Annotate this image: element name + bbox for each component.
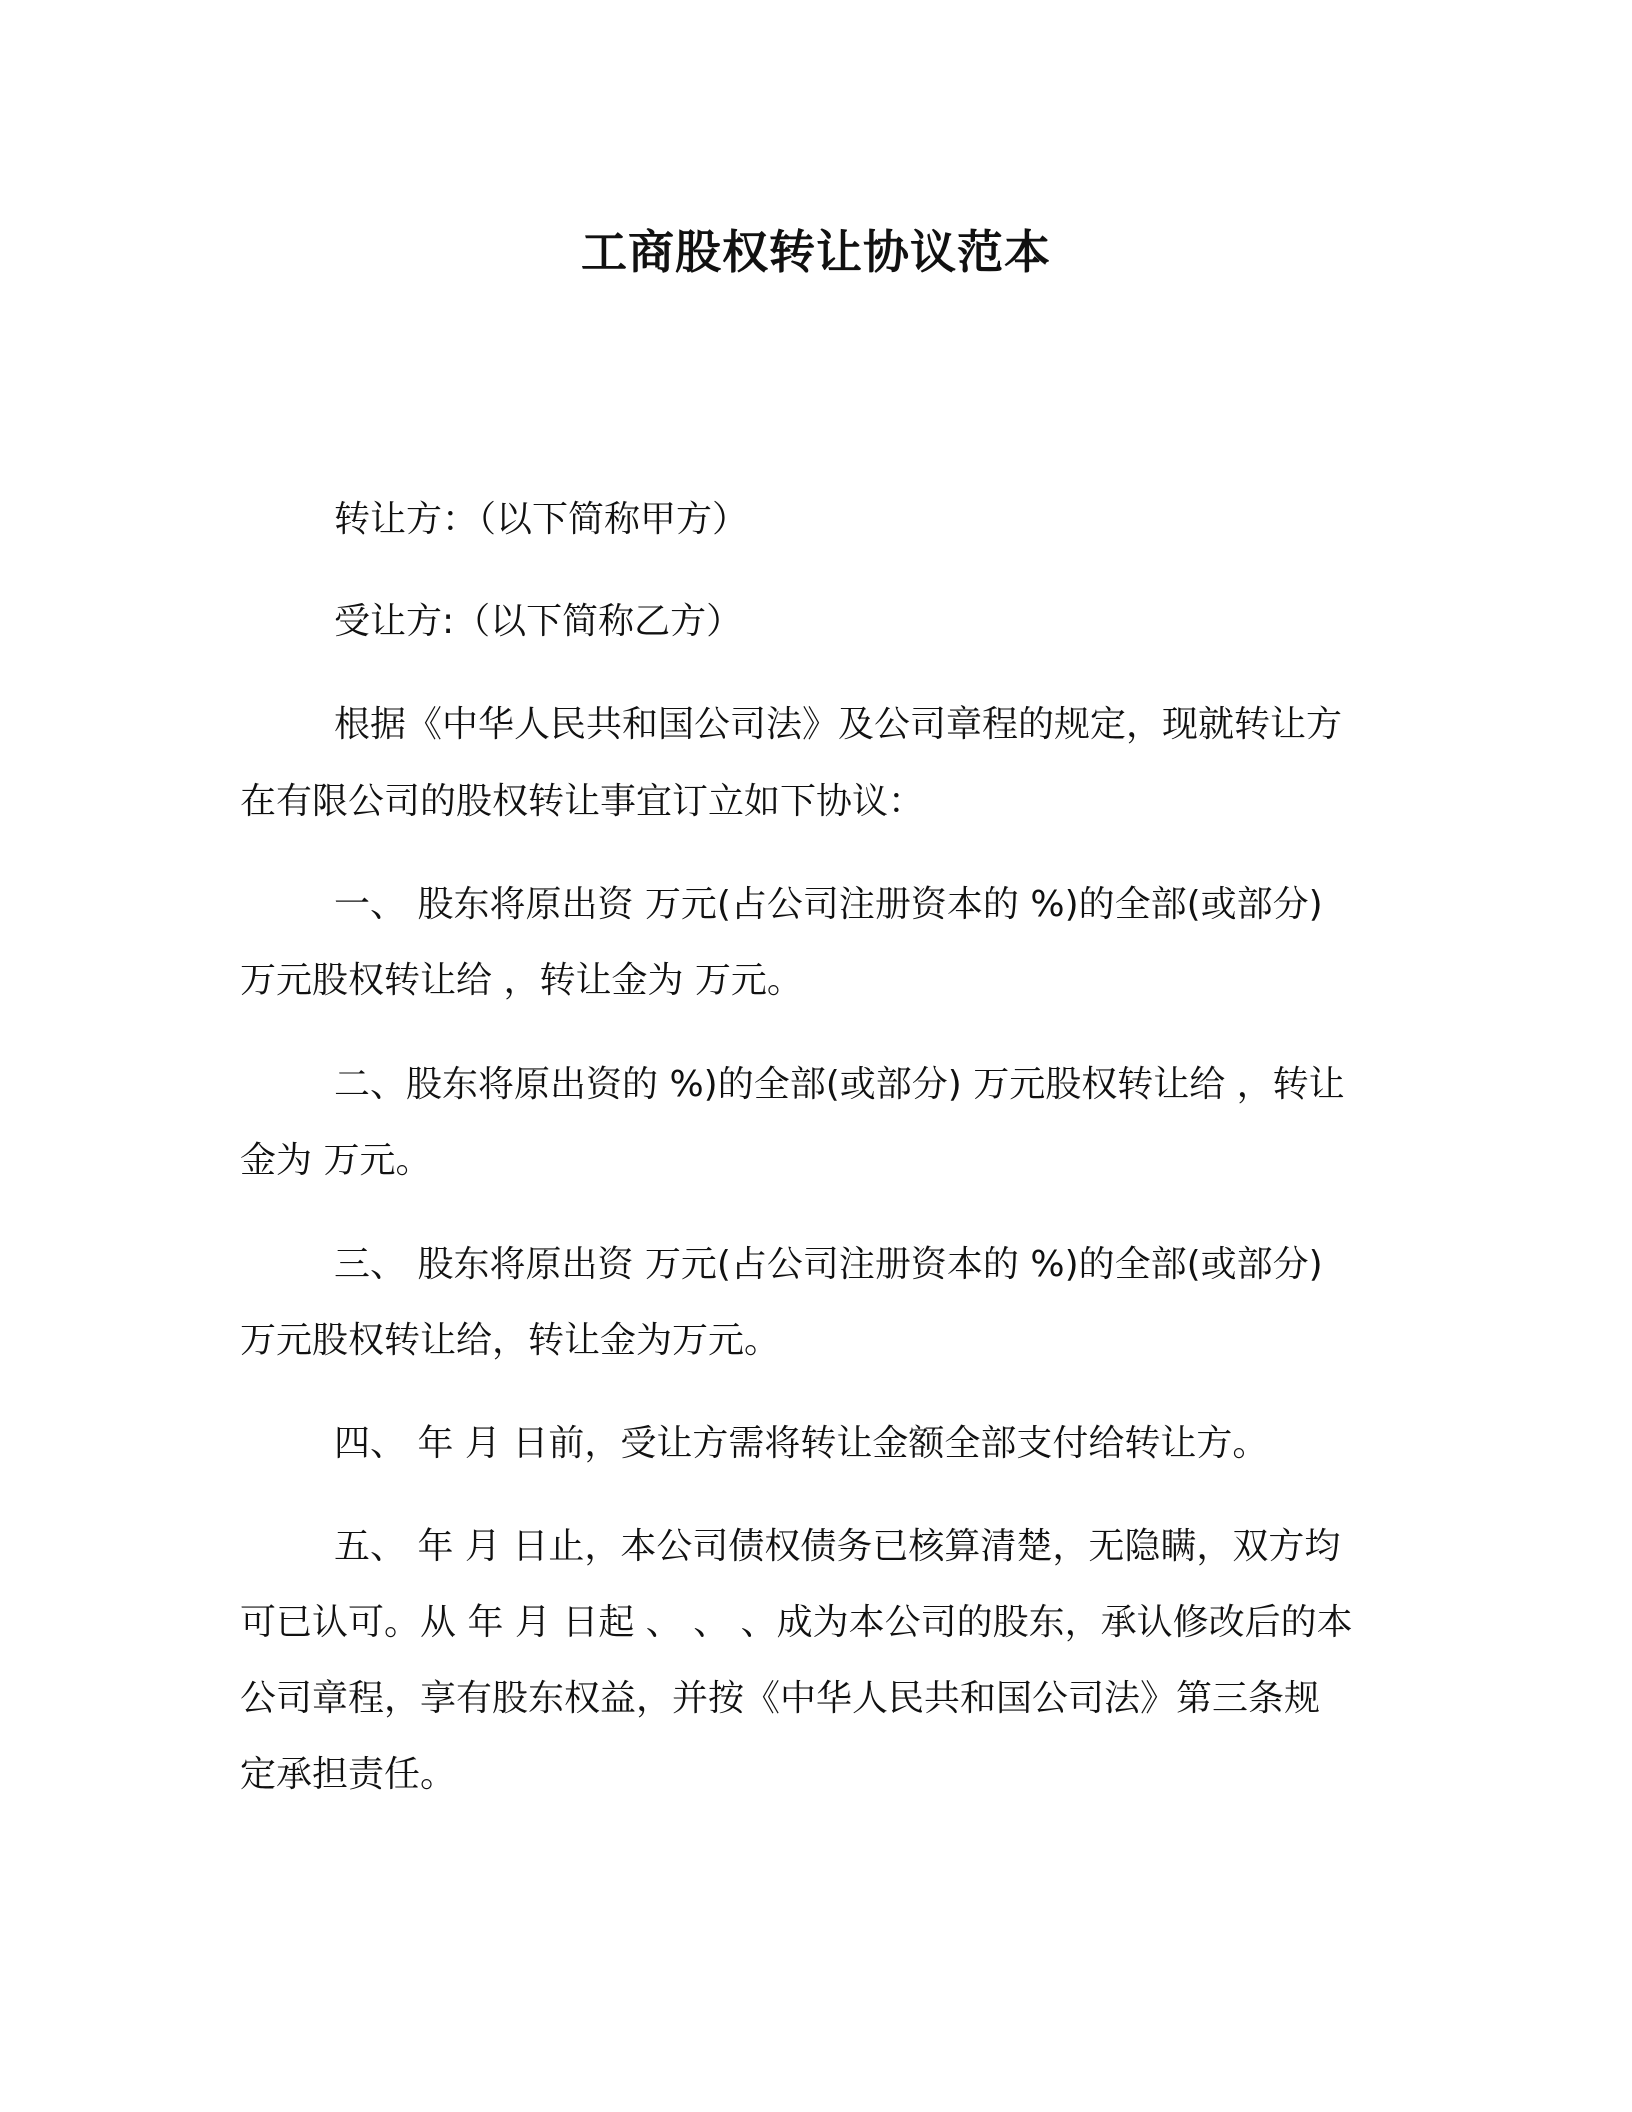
clause-4-line-1: 四、 年 月 日前，受让方需将转让金额全部支付给转让方。 <box>334 1423 1269 1464</box>
transferee-line: 受让方:（以下简称乙方） <box>334 601 743 642</box>
preamble-line-2: 在有限公司的股权转让事宜订立如下协议： <box>240 781 925 822</box>
clause-5-line-1: 五、 年 月 日止，本公司债权债务已核算清楚，无隐瞒，双方均 <box>334 1526 1341 1567</box>
clause-1-line-2: 万元股权转让给 ，转让金为 万元。 <box>240 960 803 1001</box>
document-title: 工商股权转让协议范本 <box>581 225 1051 279</box>
clause-5-line-4: 定承担责任。 <box>240 1754 457 1795</box>
preamble-line-1: 根据《中华人民共和国公司法》及公司章程的规定，现就转让方 <box>334 704 1343 745</box>
clause-3-line-2: 万元股权转让给，转让金为万元。 <box>240 1320 781 1361</box>
clause-3-line-1: 三、 股东将原出资 万元(占公司注册资本的 %)的全部(或部分) <box>334 1244 1323 1285</box>
clause-1-line-1: 一、 股东将原出资 万元(占公司注册资本的 %)的全部(或部分) <box>334 884 1323 925</box>
clause-5-line-3: 公司章程，享有股东权益，并按《中华人民共和国公司法》第三条规 <box>240 1678 1321 1719</box>
clause-5-line-2: 可已认可。从 年 月 日起 、 、 、成为本公司的股东，承认修改后的本 <box>240 1602 1353 1643</box>
clause-2-line-1: 二、股东将原出资的 %)的全部(或部分) 万元股权转让给 ，转让 <box>334 1064 1345 1105</box>
transferor-line: 转让方：（以下简称甲方） <box>334 499 749 540</box>
clause-2-line-2: 金为 万元。 <box>240 1140 432 1181</box>
